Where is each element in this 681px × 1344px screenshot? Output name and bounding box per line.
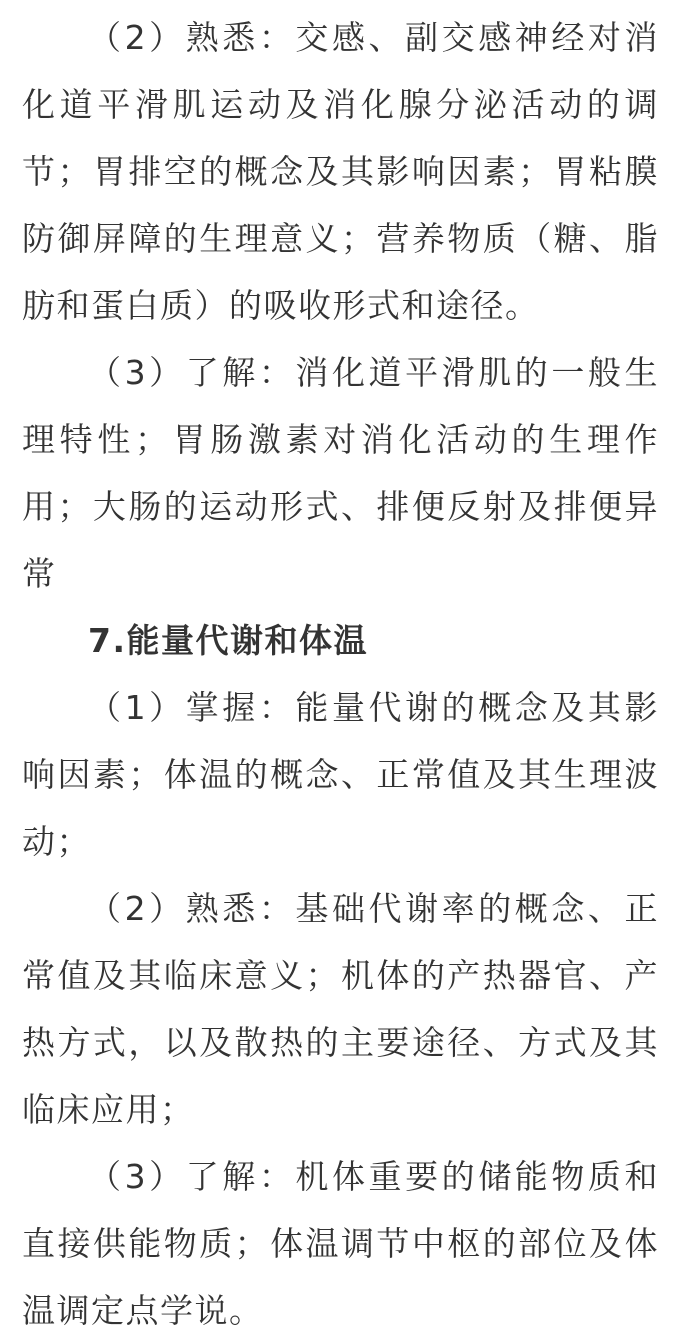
section-heading-energy-metabolism: 7.能量代谢和体温 [88, 621, 368, 660]
paragraph-digestion-familiar: （2）熟悉：交感、副交感神经对消化道平滑肌运动及消化腺分泌活动的调节；胃排空的概念及其影响因素；胃粘膜防御屏障的生理意义；营养物质（糖、脂肪和蛋白质）的吸收形式和途径。 [22, 18, 659, 325]
paragraph-energy-familiar: （2）熟悉：基础代谢率的概念、正常值及其临床意义；机体的产热器官、产热方式，以及散热的主要途径、方式及其临床应用； [22, 889, 659, 1129]
paragraph-energy-understand: （3）了解：机体重要的储能物质和直接供能物质；体温调节中枢的部位及体温调定点学说。 [22, 1157, 659, 1330]
paragraph-digestion-understand: （3）了解：消化道平滑肌的一般生理特性；胃肠激素对消化活动的生理作用；大肠的运动形式、排便反射及排便异常 [22, 353, 659, 593]
paragraph-energy-master: （1）掌握：能量代谢的概念及其影响因素；体温的概念、正常值及其生理波动； [22, 688, 659, 861]
